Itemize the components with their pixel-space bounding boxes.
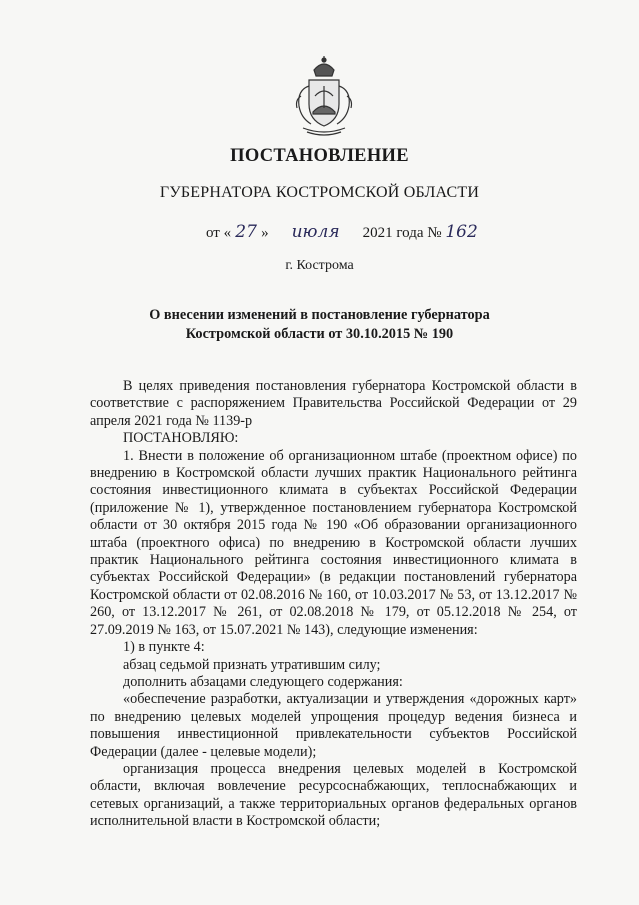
subject-line-2: Костромской области от 30.10.2015 № 190 xyxy=(185,326,454,342)
document-body xyxy=(90,378,577,831)
paragraph: В целях приведения постановления губернатора Костромской области в соответствие с распоряжением Правительства Российской Федерации от 29 апреля 2021 года № 1139-р xyxy=(90,378,577,429)
paragraph: 1) в пункте 4: xyxy=(123,639,205,656)
paragraph: ПОСТАНОВЛЯЮ: xyxy=(123,430,239,447)
handwritten-day: 27 xyxy=(235,222,257,242)
paragraph: дополнить абзацами следующего содержания: xyxy=(123,673,403,690)
document-date-line xyxy=(206,222,478,242)
document-issuer: ГУБЕРНАТОРА КОСТРОМСКОЙ ОБЛАСТИ xyxy=(159,184,480,201)
document-city: г. Кострома xyxy=(285,258,354,273)
date-sep: » xyxy=(261,225,269,241)
document-title: ПОСТАНОВЛЕНИЕ xyxy=(230,146,409,166)
document-subject xyxy=(0,306,639,344)
handwritten-month: июля xyxy=(291,222,340,242)
coat-of-arms-emblem xyxy=(291,56,357,138)
paragraph: абзац седьмой признать утратившим силу; xyxy=(123,656,381,673)
date-year: 2021 года № xyxy=(362,225,442,241)
date-prefix: от « xyxy=(206,225,232,241)
paragraph: «обеспечение разработки, актуализации и утверждения «дорожных карт» по внедрению целевых моделей упрощения процедур ведения бизнеса и повышения инвестиционной привлекательности субъектов Российской Федерации (далее - целевые модели); xyxy=(90,691,577,760)
paragraph: организация процесса внедрения целевых моделей в Костромской области, включая вовлечение ресурсоснабжающих, теплоснабжающих и сетевых организаций, а также территориальных органов федеральных органов исполнительной власти в Костромской области; xyxy=(90,760,577,830)
paragraph: 1. Внести в положение об организационном штабе (проектном офисе) по внедрению в Костромской области лучших практик Национального рейтинга состояния инвестиционного климата в субъектах Российской Федерации (приложение № 1), утвержденное постановлением губернатора Костромской области от 30 октября 2015 года № 190 «Об образовании организационного штаба (проектного офиса) по внедрению в Костромской области лучших практик Национального рейтинга состояния инвестиционного климата в субъектах Российской Федерации» (в редакции постановлений губернатора Костромской области от 02.08.2016 № 160, от 10.03.2017 № 53, от 13.12.2017 № 260, от 13.12.2017 № 261, от 02.08.2018 № 179, от 05.12.2018 № 254, от 27.09.2019 № 163, от 15.07.2021 № 143), следующие изменения: xyxy=(90,447,577,638)
handwritten-number: 162 xyxy=(445,222,478,242)
subject-line-1: О внесении изменений в постановление губернатора xyxy=(149,307,490,323)
